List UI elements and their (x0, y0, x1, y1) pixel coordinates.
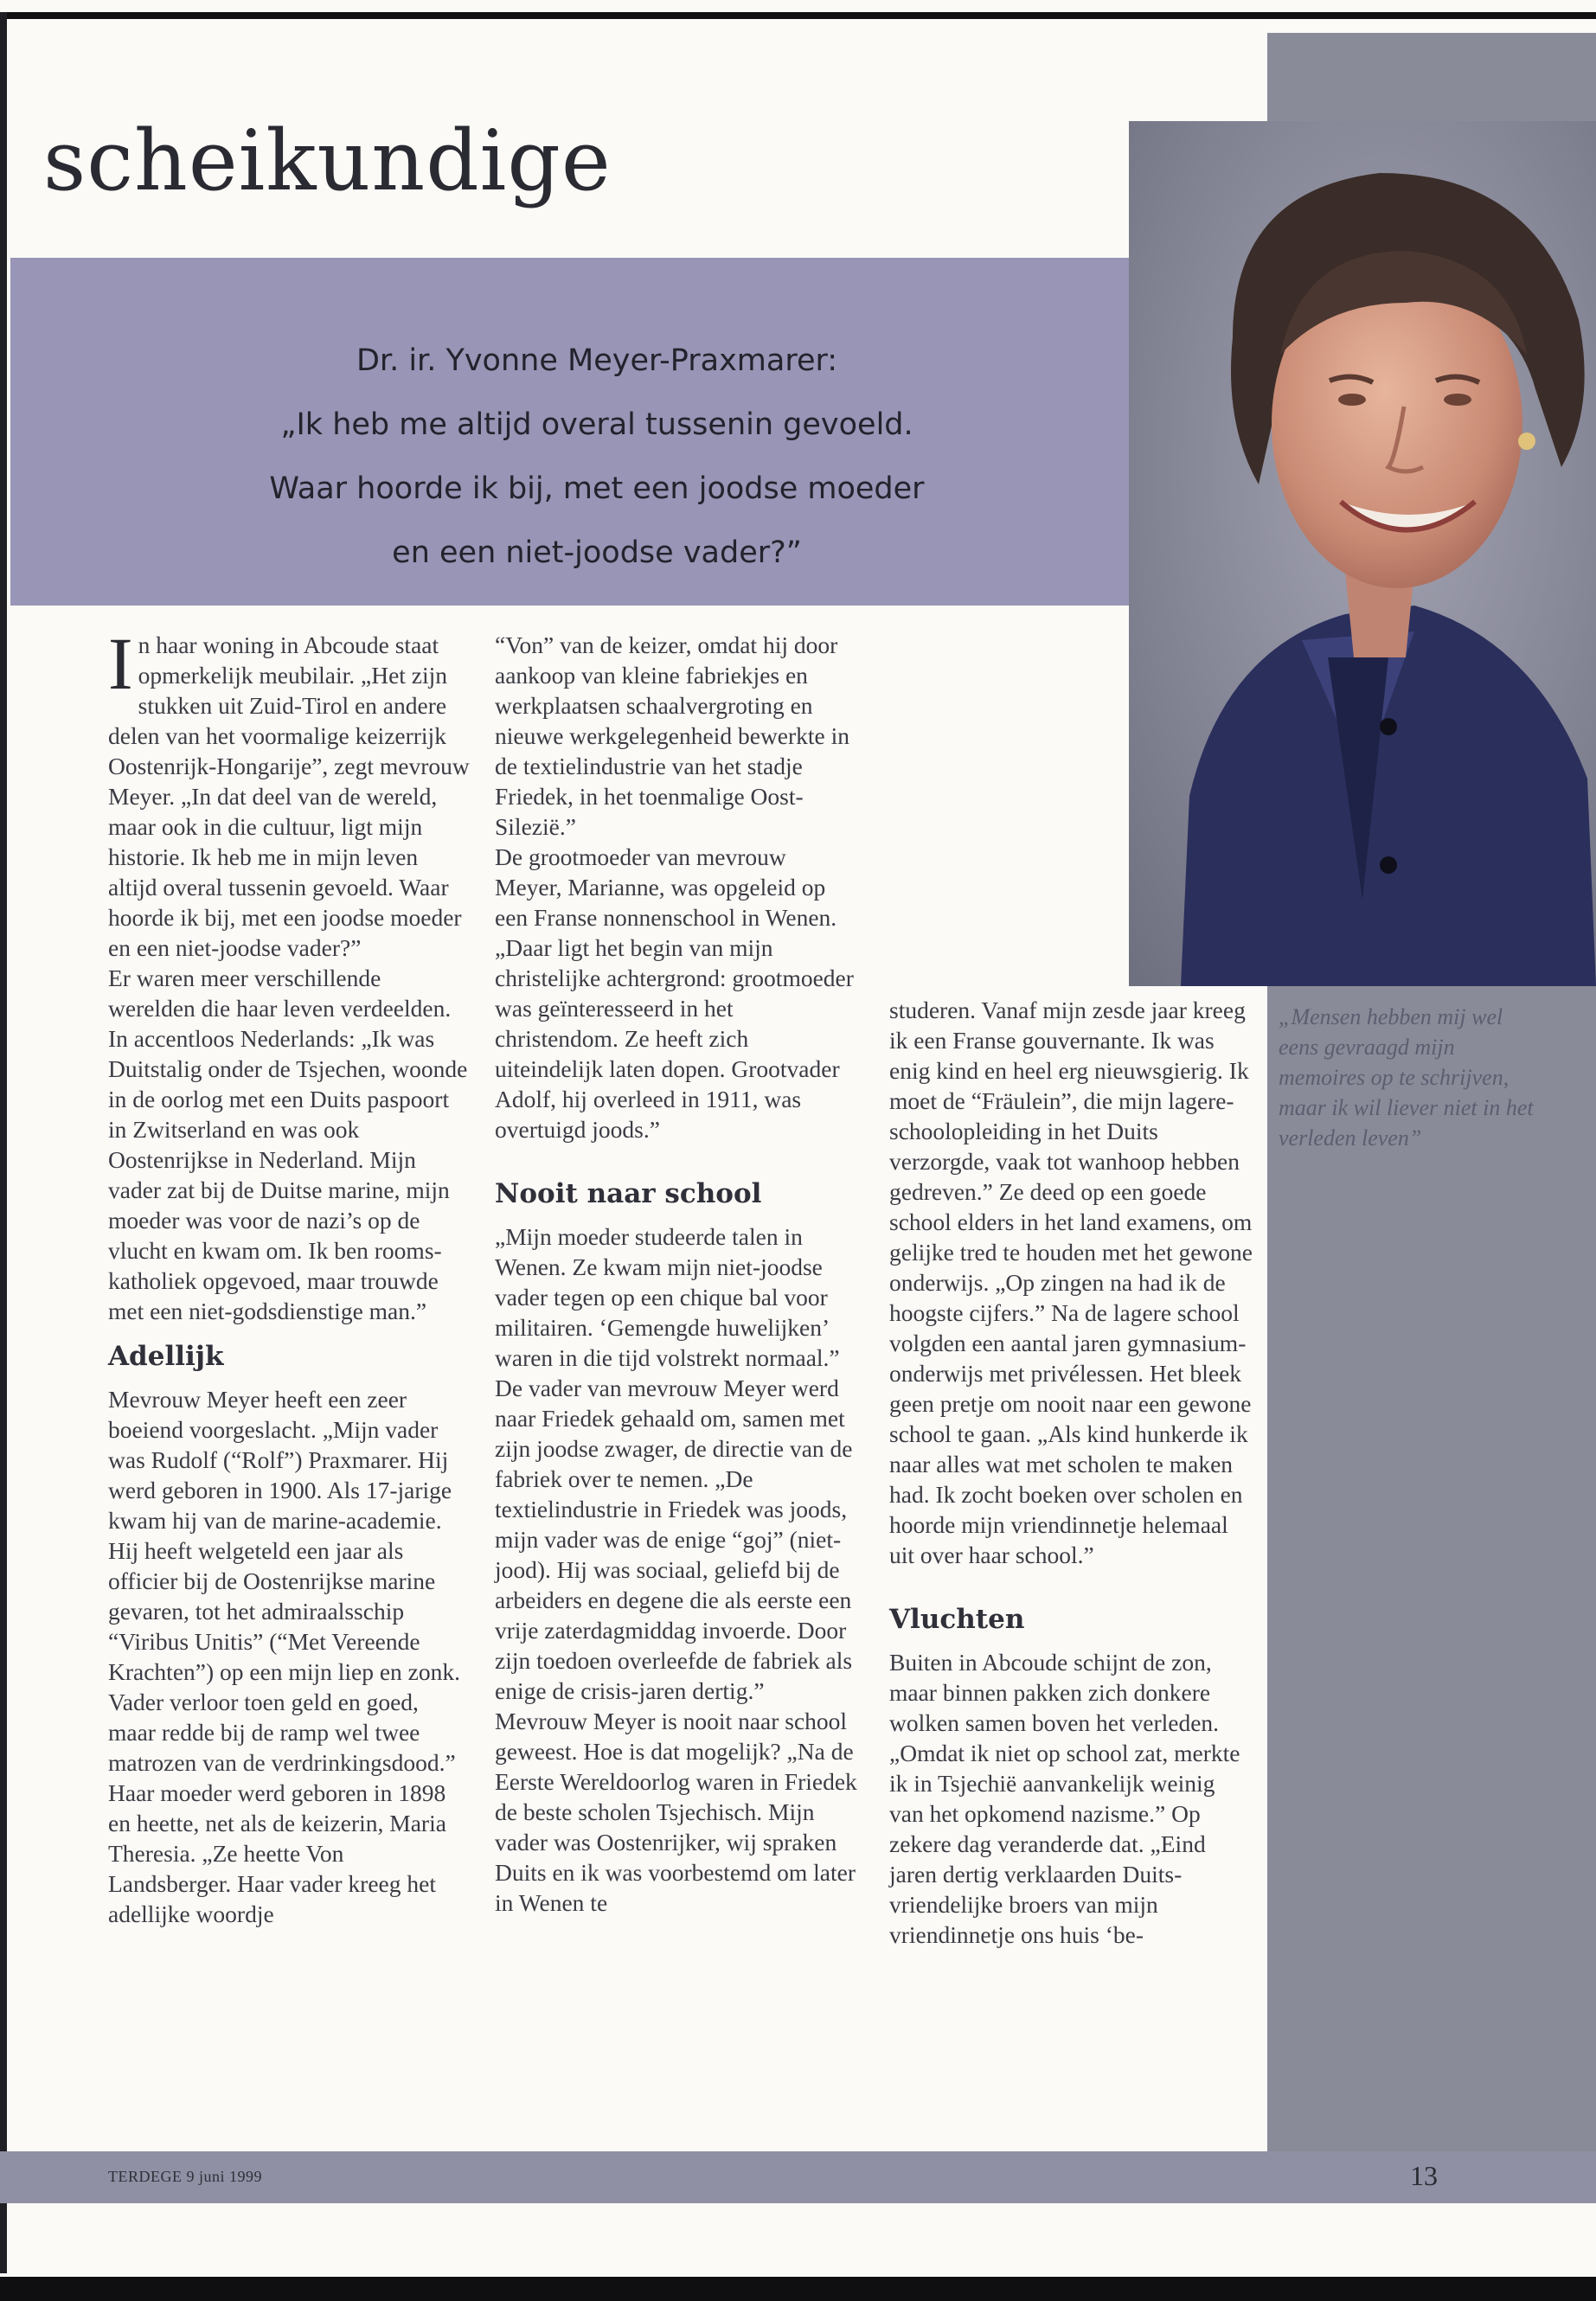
article-paragraph: Buiten in Abcoude schijnt de zon, maar binnen pakken zich donkere wolken samen boven het verleden. „Omdat ik niet op school zat, merkte ik in Tsjechië aanvankelijk weinig van het opkomend nazisme.” Op zekere dag veranderde dat. „Eind jaren dertig verklaarden Duits-vriendelijke broers van mijn vriendinnetje ons huis ‘be- (889, 1649, 1240, 1948)
footer-source: TERDEGE 9 juni 1999 (108, 2168, 262, 2185)
article-paragraph: In haar woning in Abcoude staat opmerkelijk meubilair. „Het zijn stukken uit Zuid-Tirol en andere delen van het voormalige keizerrijk Oostenrijk-Hongarije”, zegt mevrouw Meyer. „In dat deel van de wereld, maar ook in die cultuur, ligt mijn historie. Ik heb me in mijn leven altijd overal tussenin gevoeld. Waar hoorde ik bij, met een joodse moeder en een niet-joodse vader?” (108, 622, 470, 961)
article-paragraph: Mevrouw Meyer is nooit naar school geweest. Hoe is dat mogelijk? „Na de Eerste Wereldoorlog waren in Friedek de beste scholen Tsjechisch. Mijn vader was Oostenrijker, wij spraken Duits en ik was voorbestemd om later in Wenen te (495, 1708, 857, 1916)
article-paragraph: studeren. Vanaf mijn zesde jaar kreeg ik een Franse gouvernante. Ik was enig kind en heel erg nieuwsgierig. Ik moet de “Fräulein”, die mijn lagere-schoolopleiding in het Duits verzorgde, vaak tot wanhoop hebben gedreven.” Ze deed op een goede school elders in het land examens, om gelijke tred te houden met het gewone onderwijs. „Op zingen na had ik de hoogste cijfers.” Na de lagere school volgden een aantal jaren gymnasium-onderwijs met privélessen. Het bleek geen pretje om nooit naar een gewone school te gaan. „Als kind hunkerde ik naar alles wat met scholen te maken had. Ik zocht boeken over scholen en hoorde mijn vriendinnetje helemaal uit over haar school.” (889, 997, 1253, 1568)
portrait-photo (1129, 121, 1596, 986)
portrait-illustration (1129, 121, 1596, 986)
intro-line: en een niet-joodse vader?” (392, 535, 802, 570)
intro-line: „Ik heb me altijd overal tussenin gevoeld. (280, 407, 913, 442)
page-number: 13 (1410, 2160, 1438, 2191)
section-heading-nooit-naar-school: Nooit naar school (495, 1178, 762, 1209)
intro-quote (112, 329, 1081, 585)
article-paragraph: Mevrouw Meyer heeft een zeer boeiend voorgeslacht. „Mijn vader was Rudolf (“Rolf”) Praxmarer. Hij werd geboren in 1900. Als 17-jarige kwam hij van de marine-academie. Hij heeft welgeteld een jaar als officier bij de Oostenrijkse marine gevaren, tot het admiraalsschip “Viribus Unitis” (“Met Vereende Krachten”) op een mijn liep en zonk. Vader verloor toen geld en goed, maar redde bij de ramp wel twee matrozen van de verdrinkingsdood.” (108, 1386, 460, 1776)
article-paragraph: Haar moeder werd geboren in 1898 en heette, net als de keizerin, Maria Theresia. „Ze heette Von Landsberger. Haar vader kreeg het adellijke woordje (108, 1779, 446, 1927)
top-rule (0, 12, 1596, 19)
bottom-rule (0, 2277, 1596, 2301)
intro-line: Dr. ir. Yvonne Meyer-Praxmarer: (356, 343, 838, 378)
article-column-1 (108, 622, 471, 1929)
article-paragraph: „Mijn moeder studeerde talen in Wenen. Ze kwam mijn niet-joodse vader tegen op een chique bal voor militairen. ‘Gemengde huwelijken’ waren in die tijd volstrekt normaal.” De vader van mevrouw Meyer werd naar Friedek gehaald om, samen met zijn joodse zwager, de directie van de fabriek over te nemen. „De textielindustrie in Friedek was joods, mijn vader was de enige “goj” (niet-jood). Hij was sociaal, geliefd bij de arbeiders en degene die als eerste een vrije zaterdagmiddag invoerde. Door zijn toedoen overleefde de fabriek als enige de crisis-jaren dertig.” (495, 1223, 853, 1704)
article-column-2 (495, 630, 858, 1918)
article-paragraph: De grootmoeder van mevrouw Meyer, Marianne, was opgeleid op een Franse nonnenschool in Wenen. „Daar ligt het begin van mijn christelijke achtergrond: grootmoeder was geïnteresseerd in het christendom. Ze heeft zich uiteindelijk laten dopen. Grootvader Adolf, hij overleed in 1911, was overtuigd joods.” (495, 843, 854, 1143)
article-column-3 (889, 995, 1253, 1950)
intro-line: Waar hoorde ik bij, met een joodse moeder (269, 471, 925, 506)
pull-quote: „Mensen hebben mij wel eens gevraagd mijn memoires op te schrijven, maar ik wil liever niet in het verleden leven” (1279, 1004, 1534, 1150)
page-title: scheikundige (43, 112, 612, 209)
section-heading-vluchten: Vluchten (889, 1604, 1025, 1635)
article-paragraph: Er waren meer verschillende werelden die haar leven verdeelden. In accentloos Nederlands: „Ik was Duitstalig onder de Tsjechen, woonde in de oorlog met een Duits paspoort in Zwitserland en was ook Oostenrijkse in Nederland. Mijn vader zat bij de Duitse marine, mijn moeder was voor de nazi’s op de vlucht en kwam om. Ik ben rooms-katholiek opgevoed, maar trouwde met een niet-godsdienstige man.” (108, 965, 468, 1324)
left-edge (0, 12, 7, 2273)
section-heading-adellijk: Adellijk (108, 1341, 224, 1372)
article-paragraph: “Von” van de keizer, omdat hij door aankoop van kleine fabriekjes en werkplaatsen schaalvergroting en nieuwe werkgelegenheid bewerkte in de textielindustrie van het stadje Friedek, in het toenmalige Oost-Silezië.” (495, 631, 850, 840)
drop-cap: I (108, 622, 133, 705)
